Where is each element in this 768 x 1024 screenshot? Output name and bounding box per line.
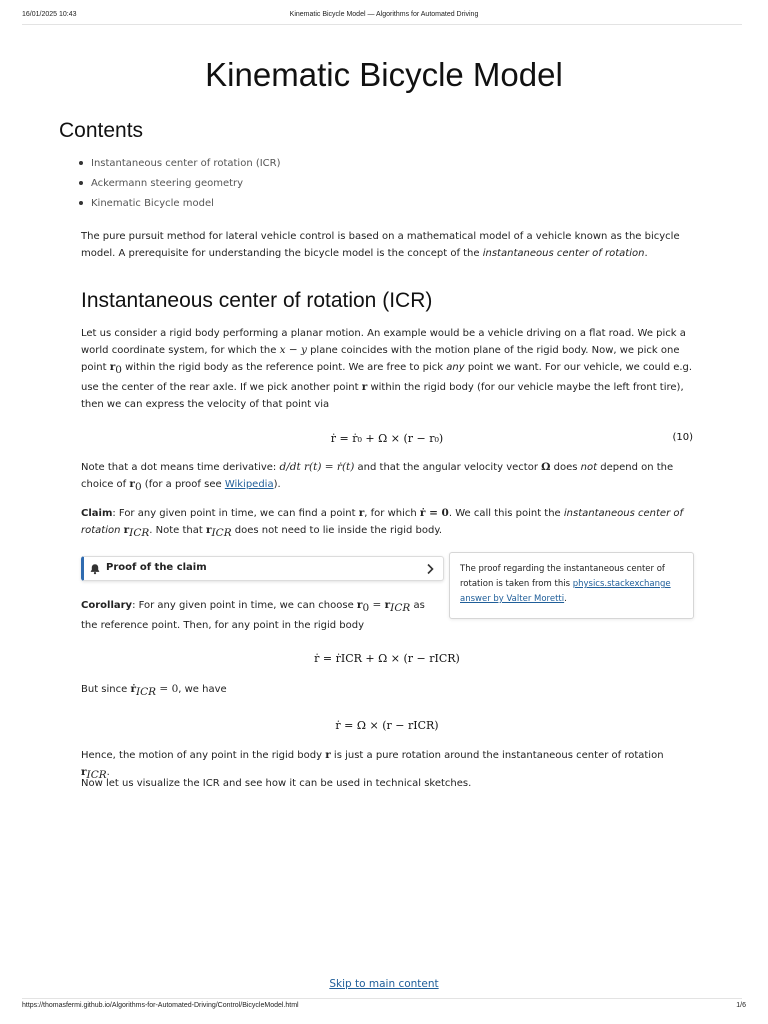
toc-link-icr[interactable]: Instantaneous center of rotation (ICR) (91, 158, 281, 169)
print-page-number: 1/6 (736, 1002, 746, 1009)
toc-item (76, 195, 281, 215)
section-heading-icr: Instantaneous center of rotation (ICR) (81, 289, 433, 312)
page-title: Kinematic Bicycle Model (205, 56, 563, 93)
margin-note: The proof regarding the instantaneous center of rotation is taken from this physics.stackexchange answer by Valter Moretti. (449, 552, 694, 619)
visualize-paragraph: Now let us visualize the ICR and see how it can be used in technical sketches. (81, 778, 472, 789)
toc-link-bicycle-model[interactable]: Kinematic Bicycle model (91, 198, 214, 209)
bell-icon (89, 563, 101, 575)
icr-paragraph-1: Let us consider a rigid body performing a planar motion. An example would be a vehicle driving on a flat road. We pick a world coordinate system, for which the x − y plane coincides with the motion plane of the rigid body. Now, we pick one point $r_0$ within the rigid body as the reference point. We are free to pick any point we want. For our vehicle, we could e.g. use the center of the rear axle. If we pick another point r within the rigid body (for our vehicle maybe the left front tire), then we can express the velocity of that point via (81, 328, 693, 410)
toc-item (76, 155, 281, 175)
intro-paragraph: The pure pursuit method for lateral vehicle control is based on a mathematical model of a vehicle known as the bicycle model. A prerequisite for understanding the bicycle model is the concept of the instantaneous center of rotation. (81, 231, 680, 259)
equation-10-body: ṙ = ṙ₀ + Ω × (r − r₀) (330, 432, 444, 445)
proof-toggle[interactable] (81, 556, 444, 581)
equation-number: (10) (672, 432, 693, 443)
wikipedia-link[interactable]: Wikipedia (224, 479, 274, 490)
toc-item (76, 175, 281, 195)
print-date: 16/01/2025 10:43 (22, 11, 77, 18)
proof-label: Proof of the claim (106, 562, 207, 573)
toc-list (76, 155, 281, 215)
equation-pure-rotation-body: ṙ = Ω × (r − rICR) (335, 719, 439, 732)
print-footer (22, 1002, 746, 1014)
hence-paragraph: Hence, the motion of any point in the rigid body r is just a pure rotation around the instantaneous center of rotation $r_{ICR}$. (81, 749, 664, 781)
since-paragraph: But since ṙ$_{ICR}$ = 0, we have (81, 683, 227, 698)
corollary-paragraph: Corollary: For any given point in time, we can choose $r_0 = r_{ICR}$ as the reference point. Then, for any point in the rigid body (81, 599, 425, 631)
equation-reference-icr (81, 652, 693, 665)
equation-pure-rotation (81, 719, 693, 732)
footer-divider (22, 998, 742, 999)
print-header (22, 11, 746, 23)
math-x-minus-y: x − y (279, 344, 307, 356)
claim-paragraph: Claim: For any given point in time, we can find a point r, for which ṙ = 0. We call this point the instantaneous center of rotation $r_{ICR}$. Note that $r_{ICR}$ does not need to lie inside the rigid body. (81, 507, 683, 539)
equation-10 (81, 432, 693, 445)
toc-link-ackermann[interactable]: Ackermann steering geometry (91, 178, 244, 189)
print-url: https://thomasfermi.github.io/Algorithms-for-Automated-Driving/Control/BicycleModel.html (22, 1002, 299, 1009)
print-page-title: Kinematic Bicycle Model — Algorithms for Automated Driving (289, 11, 479, 18)
equation-reference-icr-body: ṙ = ṙICR + Ω × (r − rICR) (314, 652, 460, 665)
header-divider (22, 24, 742, 25)
note-paragraph: Note that a dot means time derivative: d/dt r(t) = ṙ(t) and that the angular velocity vector Ω does not depend on the choice of $r_0$ (for a proof see Wikipedia). (81, 461, 674, 493)
stackexchange-link[interactable]: physics.stackexchange answer by Valter Moretti (460, 579, 671, 604)
skip-to-main-content-link[interactable]: Skip to main content (329, 978, 439, 990)
toc-heading: Contents (59, 119, 144, 142)
chevron-right-icon (425, 563, 435, 575)
